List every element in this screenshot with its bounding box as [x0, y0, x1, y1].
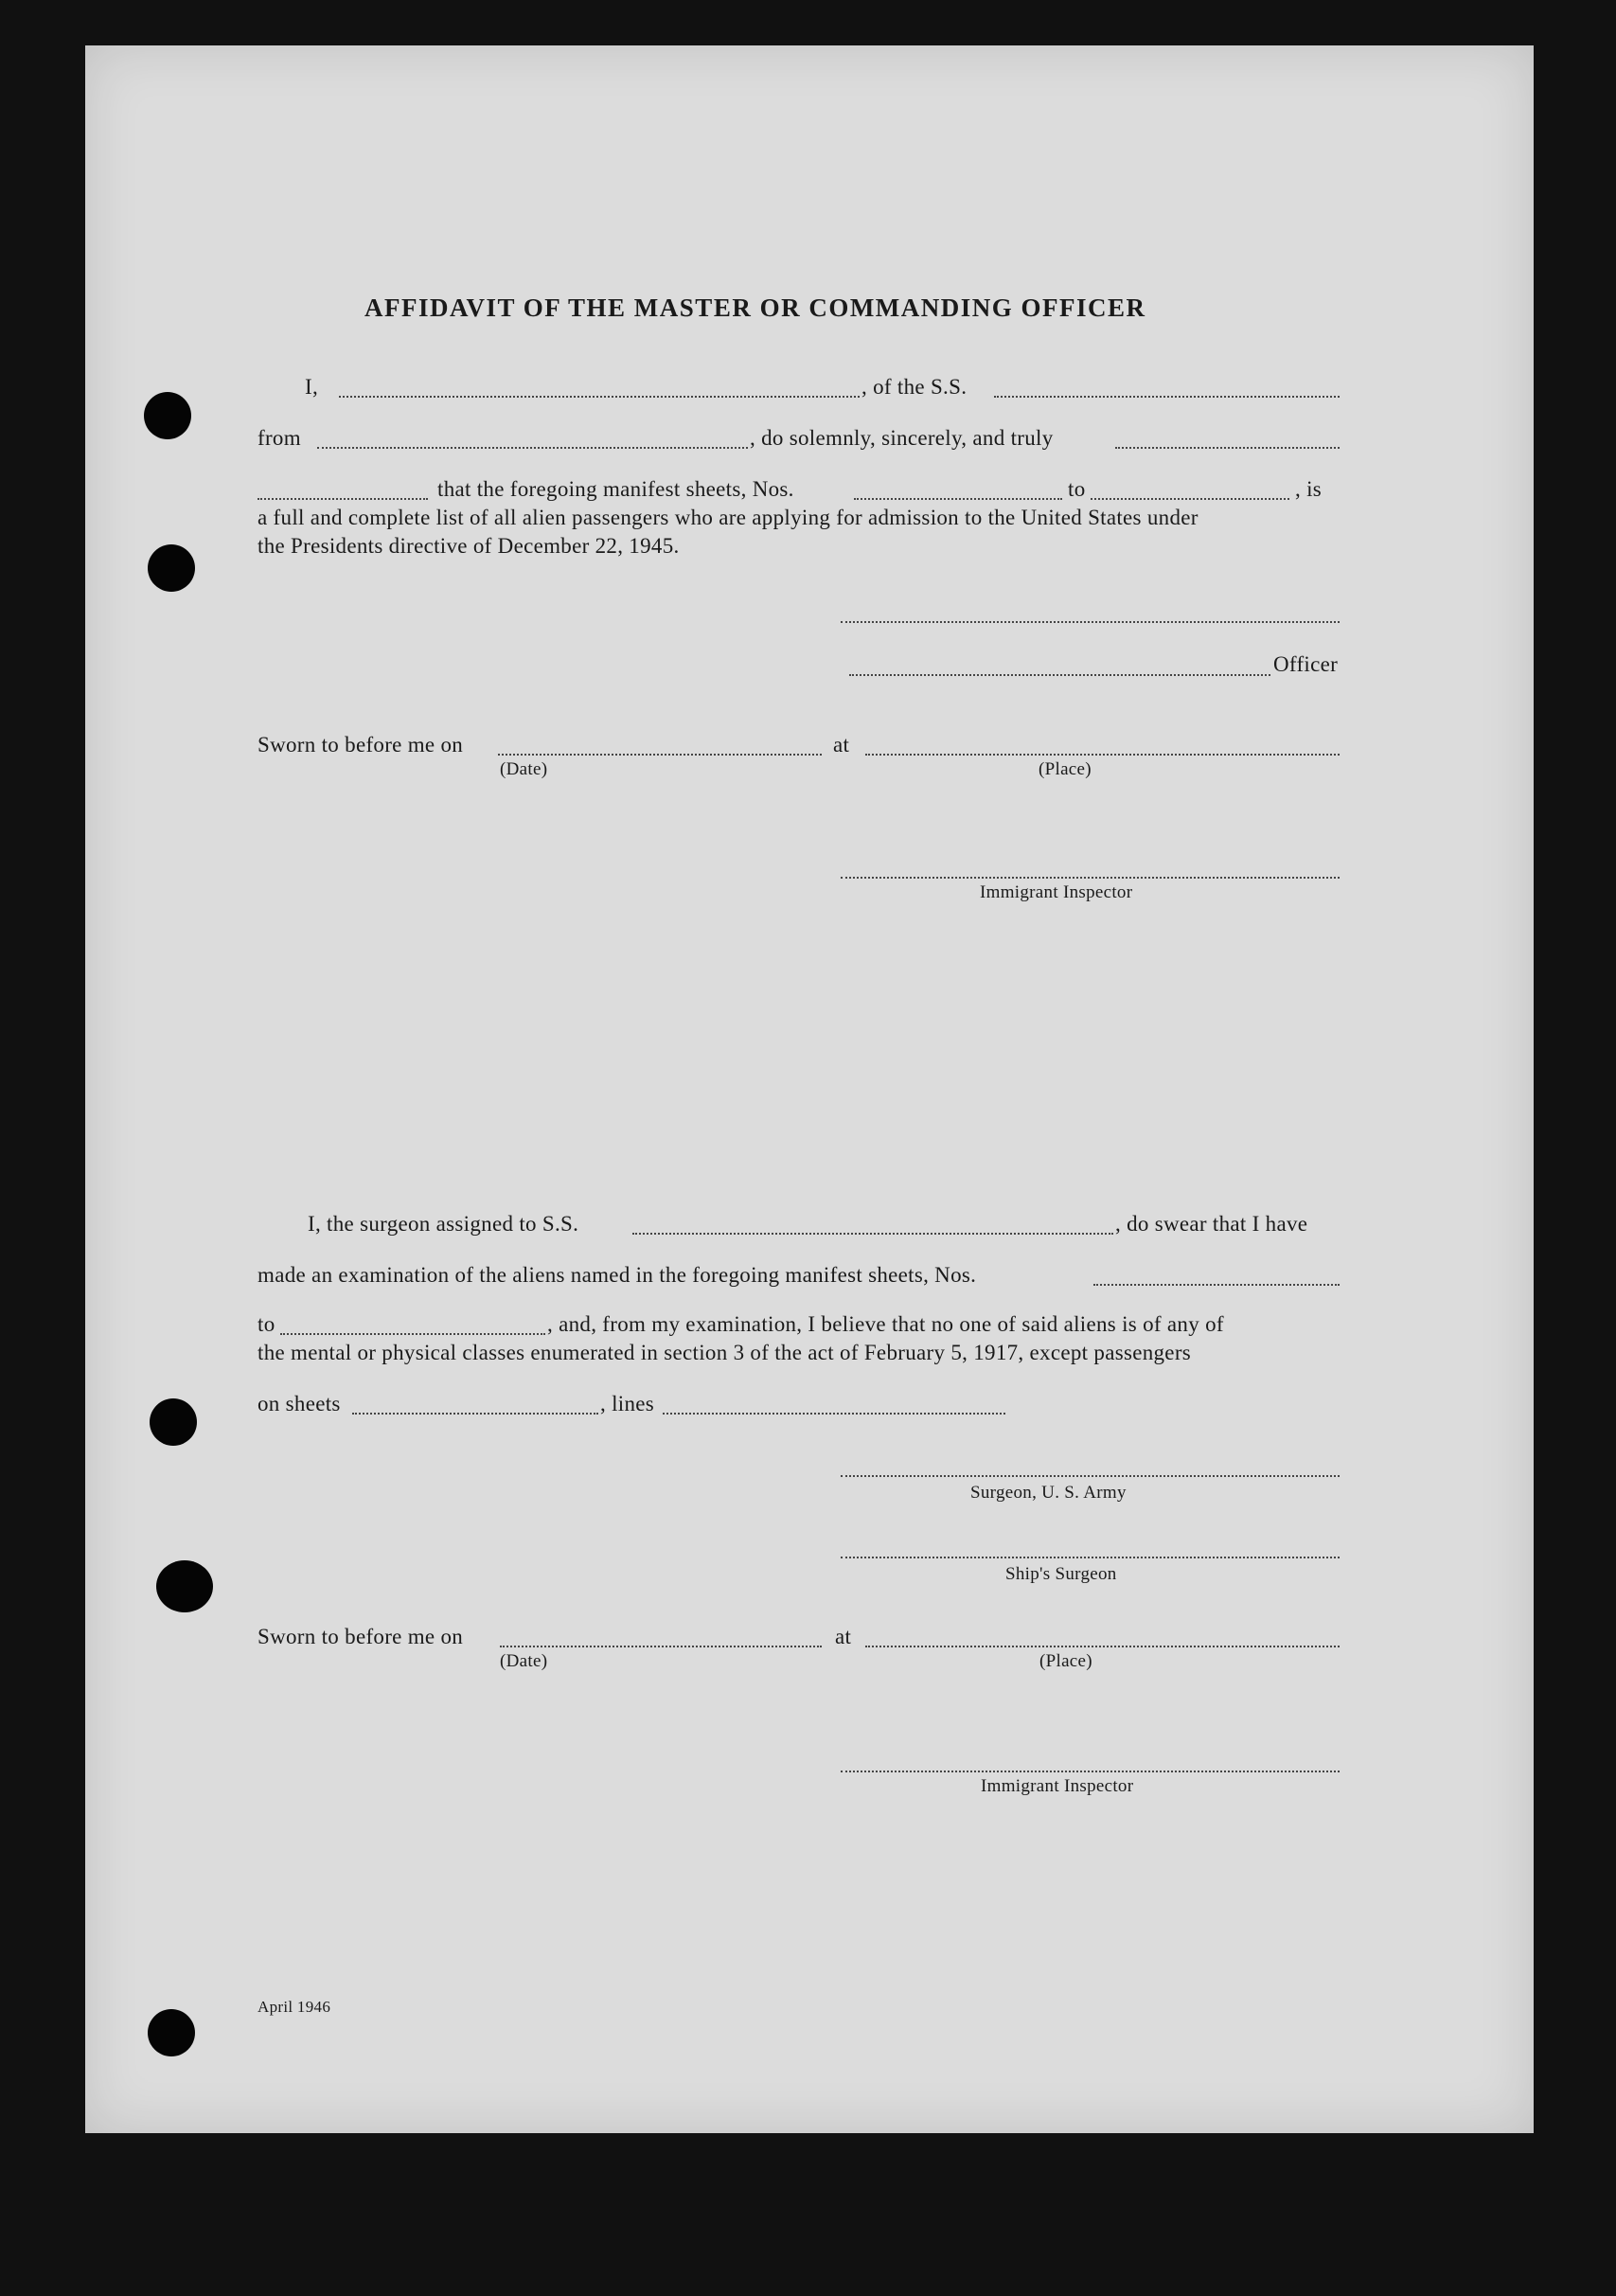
- signature-line[interactable]: [841, 621, 1340, 623]
- punch-hole: [156, 1560, 213, 1612]
- text-directive: the Presidents directive of December 22, 1945.: [257, 534, 680, 558]
- label-to: to: [1068, 477, 1086, 501]
- label-is: , is: [1295, 477, 1323, 501]
- label-surgeon-date: (Date): [500, 1651, 548, 1671]
- surgeon-sheets-from-field[interactable]: [1093, 1284, 1340, 1286]
- form-date-footer: April 1946: [257, 1998, 331, 2016]
- punch-hole: [144, 392, 191, 439]
- label-surgeon-at: at: [835, 1625, 852, 1648]
- label-solemnly: , do solemnly, sincerely, and truly: [750, 426, 1054, 450]
- label-sworn: Sworn to before me on: [257, 733, 464, 756]
- sheets-to-field[interactable]: [1091, 498, 1289, 500]
- label-on-sheets: on sheets: [257, 1392, 341, 1415]
- surgeon-sworn-date-field[interactable]: [500, 1646, 822, 1647]
- label-surgeon-to: to: [257, 1312, 275, 1336]
- surgeon-inspector-signature-field[interactable]: [841, 1771, 1340, 1772]
- text-do-swear: , do swear that I have: [1115, 1212, 1308, 1236]
- sworn-place-field[interactable]: [865, 754, 1340, 756]
- label-place: (Place): [1039, 759, 1092, 779]
- label-ship-surgeon: Ship's Surgeon: [1005, 1564, 1117, 1584]
- label-inspector: Immigrant Inspector: [980, 882, 1133, 902]
- text-full-list: a full and complete list of all alien passengers who are applying for admission to the United States under: [257, 506, 1199, 529]
- label-manifest-sheets: that the foregoing manifest sheets, Nos.: [437, 477, 794, 501]
- officer-signature-field[interactable]: [849, 674, 1270, 676]
- punch-hole: [148, 2009, 195, 2056]
- surgeon-ship-field[interactable]: [632, 1233, 1113, 1235]
- punch-hole: [148, 544, 195, 592]
- punch-hole: [150, 1398, 197, 1446]
- exception-sheets-field[interactable]: [352, 1413, 598, 1415]
- ship-name-field[interactable]: [994, 396, 1340, 398]
- label-from: from: [257, 426, 301, 450]
- label-surgeon-sworn: Sworn to before me on: [257, 1625, 464, 1648]
- text-surgeon-assigned: I, the surgeon assigned to S.S.: [308, 1212, 579, 1236]
- label-date: (Date): [500, 759, 548, 779]
- surgeon-sheets-to-field[interactable]: [280, 1333, 545, 1335]
- label-surgeon-place: (Place): [1039, 1651, 1092, 1671]
- text-believe: , and, from my examination, I believe that no one of said aliens is of any of: [547, 1312, 1224, 1336]
- ship-surgeon-signature-field[interactable]: [841, 1557, 1340, 1558]
- surgeon-sworn-place-field[interactable]: [865, 1646, 1340, 1647]
- label-lines: , lines: [600, 1392, 655, 1415]
- form-title: AFFIDAVIT OF THE MASTER OR COMMANDING OFFICER: [364, 294, 1146, 322]
- text-classes: the mental or physical classes enumerated in section 3 of the act of February 5, 1917, except passengers: [257, 1341, 1192, 1364]
- army-surgeon-signature-field[interactable]: [841, 1475, 1340, 1477]
- sworn-date-field[interactable]: [498, 754, 822, 756]
- affirm-field[interactable]: [257, 498, 428, 500]
- label-of-ss: , of the S.S.: [861, 375, 968, 399]
- name-field[interactable]: [339, 396, 860, 398]
- exception-lines-field[interactable]: [663, 1413, 1005, 1415]
- label-army-surgeon: Surgeon, U. S. Army: [970, 1483, 1127, 1503]
- label-surgeon-inspector: Immigrant Inspector: [981, 1776, 1134, 1796]
- sheets-from-field[interactable]: [854, 498, 1062, 500]
- inspector-signature-field[interactable]: [841, 877, 1340, 879]
- from-field[interactable]: [317, 447, 748, 449]
- label-officer: Officer: [1273, 652, 1339, 676]
- label-at: at: [833, 733, 850, 756]
- document-page: [85, 45, 1534, 2133]
- label-i: I,: [305, 375, 319, 399]
- swear-field[interactable]: [1115, 447, 1340, 449]
- text-examination: made an examination of the aliens named in the foregoing manifest sheets, Nos.: [257, 1263, 977, 1287]
